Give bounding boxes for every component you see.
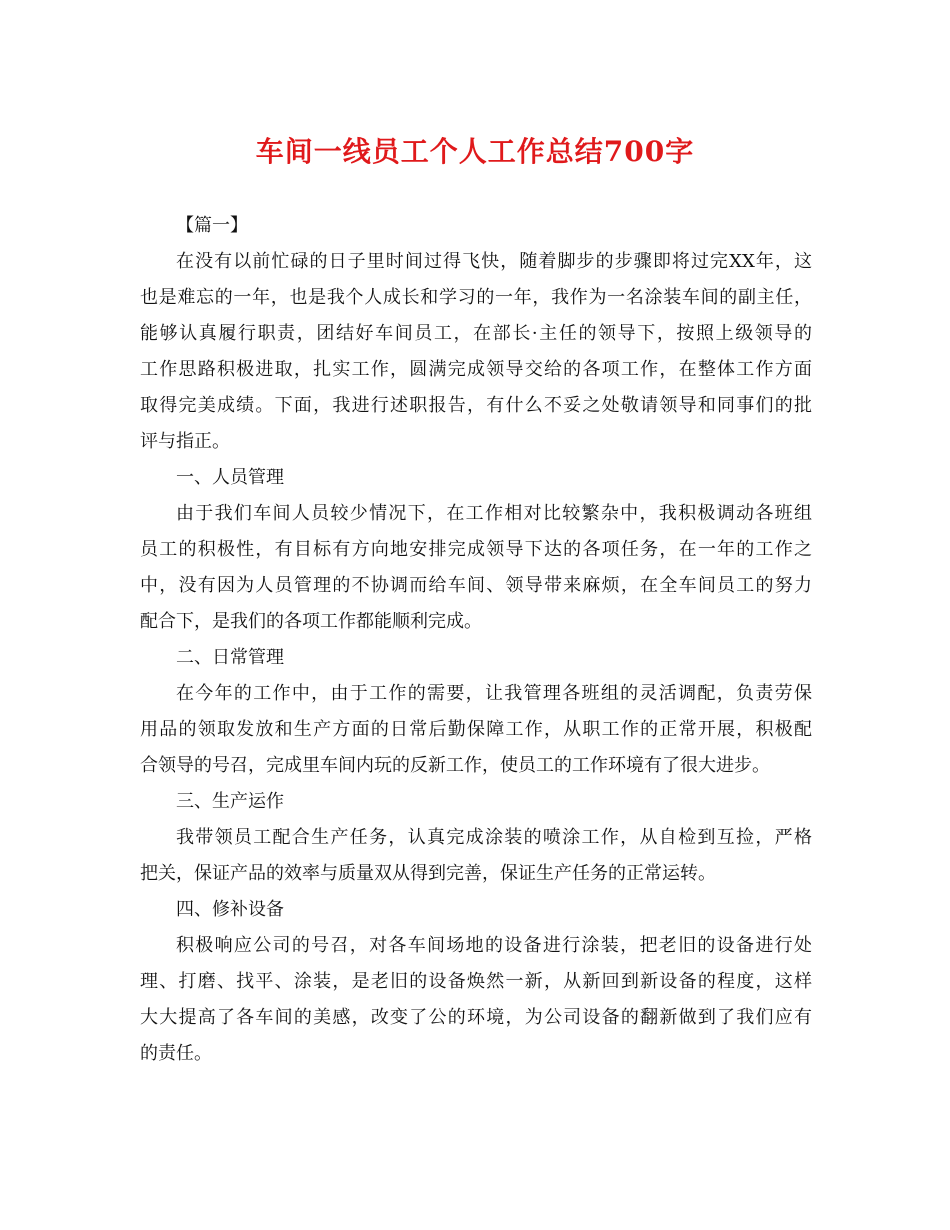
document-title: 车间一线员工个人工作总结700字 bbox=[255, 135, 695, 168]
paragraph-line: 理、打磨、找平、涂装，是老旧的设备焕然一新，从新回到新设备的程度，这样 bbox=[140, 971, 812, 992]
paragraph-line: 的责任。 bbox=[140, 1043, 212, 1064]
paragraph-line: 我带领员工配合生产任务，认真完成涂装的喷涂工作，从自检到互捡，严格 bbox=[176, 827, 812, 848]
paragraph-line: 员工的积极性，有目标有方向地安排完成领导下达的各项任务，在一年的工作之 bbox=[140, 539, 812, 560]
section-heading-daily: 二、日常管理 bbox=[176, 647, 284, 668]
paragraph-line: 中，没有因为人员管理的不协调而给车间、领导带来麻烦，在全车间员工的努力 bbox=[140, 575, 812, 596]
paragraph-line: 能够认真履行职责，团结好车间员工，在部长·主任的领导下，按照上级领导的 bbox=[140, 323, 812, 344]
paragraph-line: 也是难忘的一年，也是我个人成长和学习的一年，我作为一名涂装车间的副主任， bbox=[140, 287, 812, 308]
paragraph-line: 用品的领取发放和生产方面的日常后勤保障工作，从职工作的正常开展，积极配 bbox=[140, 719, 812, 740]
intro-paragraph bbox=[140, 244, 812, 460]
daily-paragraph bbox=[140, 676, 812, 784]
section-heading-equipment: 四、修补设备 bbox=[176, 899, 284, 920]
document-body bbox=[140, 208, 812, 1072]
paragraph-line: 积极响应公司的号召，对各车间场地的设备进行涂装，把老旧的设备进行处 bbox=[176, 935, 812, 956]
production-paragraph bbox=[140, 820, 812, 892]
section-tag: 【篇一】 bbox=[176, 215, 248, 236]
paragraph-line: 在今年的工作中，由于工作的需要，让我管理各班组的灵活调配，负责劳保 bbox=[176, 683, 812, 704]
section-heading-production: 三、生产运作 bbox=[176, 791, 284, 812]
paragraph-line: 由于我们车间人员较少情况下，在工作相对比较繁杂中，我积极调动各班组 bbox=[176, 503, 812, 524]
paragraph-line: 在没有以前忙碌的日子里时间过得飞快，随着脚步的步骤即将过完XX年，这 bbox=[176, 251, 812, 272]
paragraph-line: 把关，保证产品的效率与质量双从得到完善，保证生产任务的正常运转。 bbox=[140, 863, 716, 884]
personnel-paragraph bbox=[140, 496, 812, 640]
paragraph-line: 配合下，是我们的各项工作都能顺利完成。 bbox=[140, 611, 482, 632]
paragraph-line: 合领导的号召，完成里车间内玩的反新工作，使员工的工作环境有了很大进步。 bbox=[140, 755, 770, 776]
paragraph-line: 工作思路积极进取，扎实工作，圆满完成领导交给的各项工作，在整体工作方面 bbox=[140, 359, 812, 380]
section-heading-personnel: 一、人员管理 bbox=[176, 467, 284, 488]
equipment-paragraph bbox=[140, 928, 812, 1072]
paragraph-line: 评与指正。 bbox=[140, 431, 230, 452]
paragraph-line: 大大提高了各车间的美感，改变了公的环境，为公司设备的翻新做到了我们应有 bbox=[140, 1007, 812, 1028]
paragraph-line: 取得完美成绩。下面，我进行述职报告，有什么不妥之处敬请领导和同事们的批 bbox=[140, 395, 812, 416]
